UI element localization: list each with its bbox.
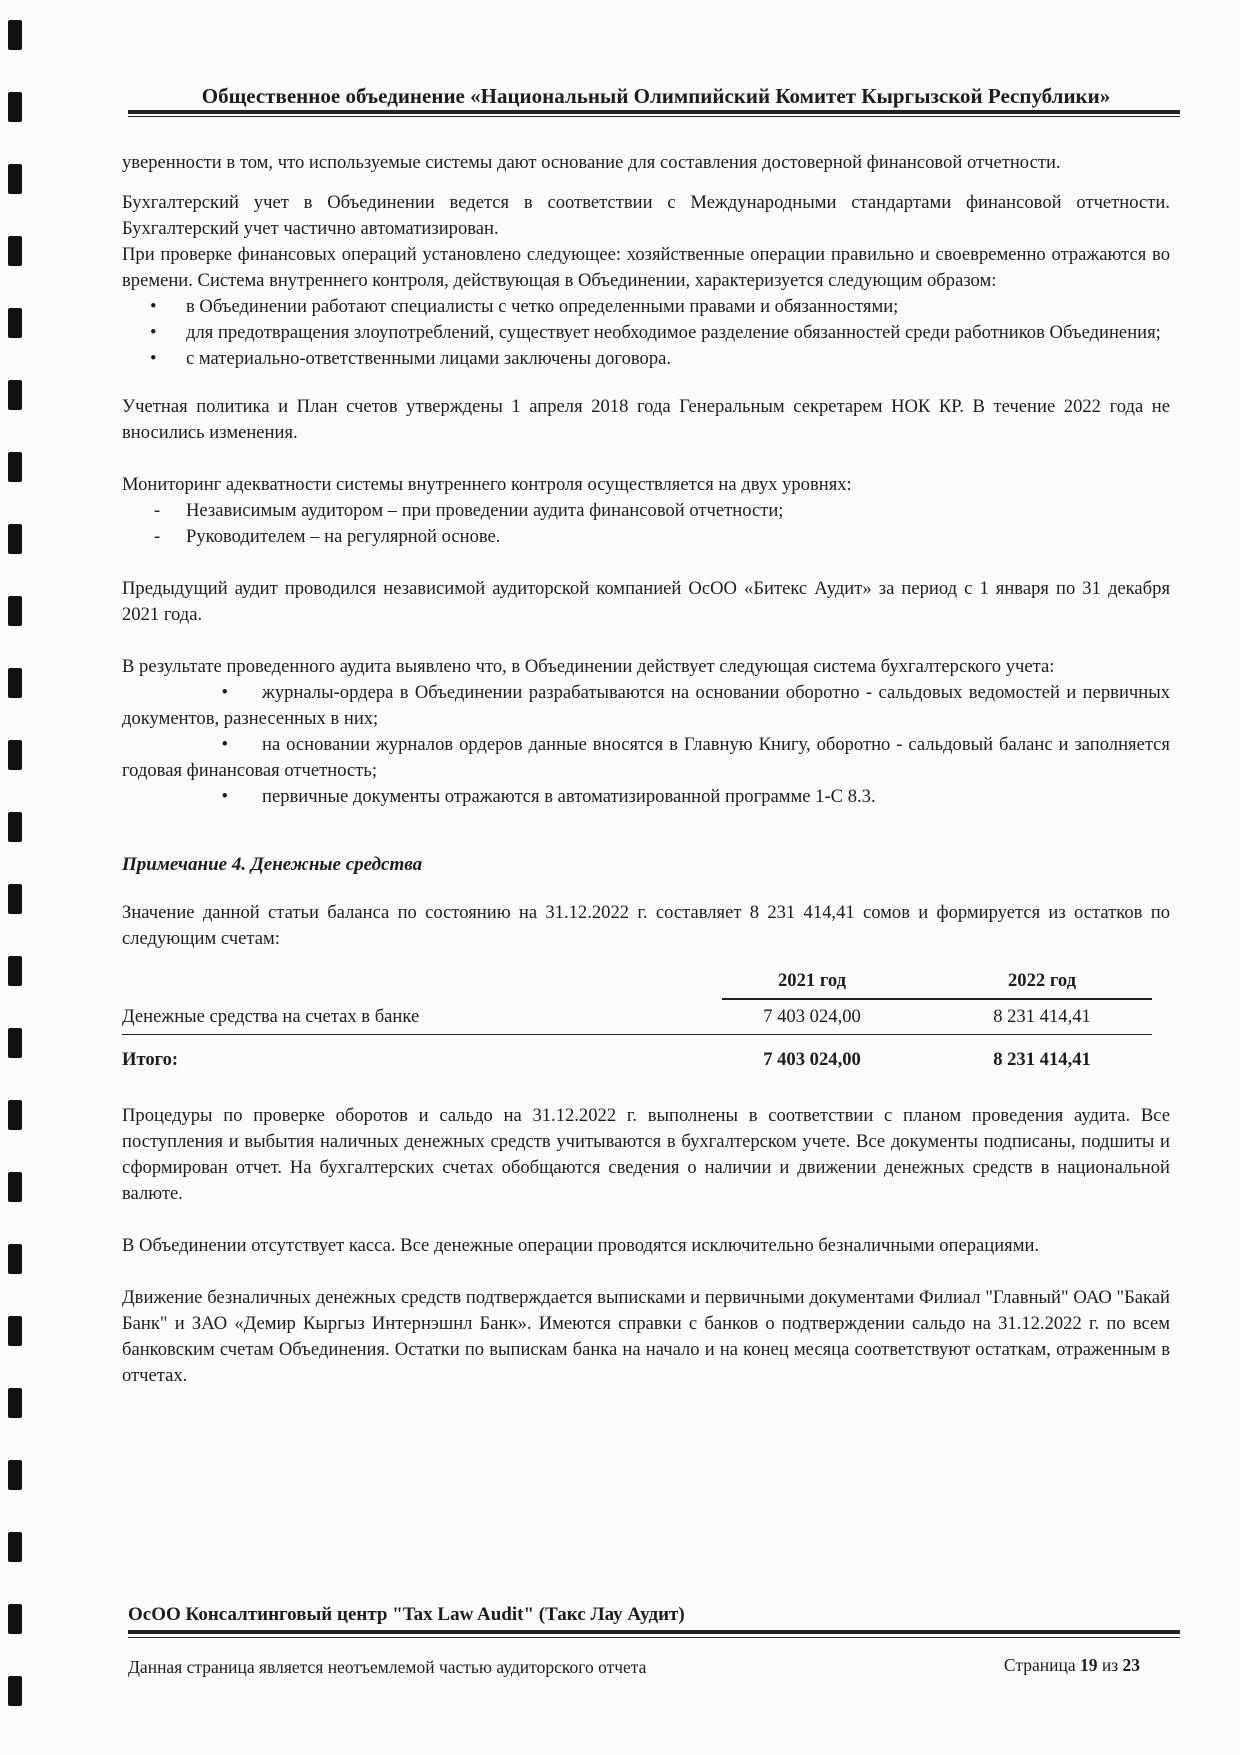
list-item: • первичные документы отражаются в автоматизированной программе 1-С 8.3. [221, 786, 876, 807]
footer-company: ОсОО Консалтинговый центр "Tax Law Audit" (Такс Лау Аудит) [128, 1604, 685, 1625]
list-item: • в Объединении работают специалисты с четко определенными правами и обязанностями; [122, 294, 1170, 320]
cell-2021: 7 403 024,00 [722, 999, 902, 1035]
footer-note: Данная страница является неотъемлемой частью аудиторского отчета [128, 1657, 647, 1677]
paragraph: В Объединении отсутствует касса. Все денежные операции проводятся исключительно безналичными операциями. [122, 1235, 1040, 1256]
total-2021: 7 403 024,00 [763, 1049, 861, 1070]
paragraph: В результате проведенного аудита выявлено что, в Объединении действует следующая система бухгалтерского учета: [122, 656, 1055, 677]
paragraph: Движение безналичных денежных средств подтверждается выписками и первичными документами Филиал "Главный" ОАО "Бакай Банк" и ЗАО «Демир Кыргыз Интернэшнл Банк». Имеются справки с банков о подтверждении сальдо на 31.12.2022 г. по всем банковским счетам Объединения. Остатки по выпискам банка на начало и на конец месяца соответствуют остаткам, отраженным в отчетах. [122, 1287, 1170, 1386]
paragraph: Процедуры по проверке оборотов и сальдо на 31.12.2022 г. выполнены в соответствии с планом проведения аудита. Все поступления и выбытия наличных денежных средств учитываются в бухгалтерском учете. Все документы подписаны, подшиты и сформирован отчет. На бухгалтерских счетах обобщаются сведения о наличии и движении денежных средств в национальной валюте. [122, 1105, 1170, 1204]
page-body [122, 150, 1170, 1389]
column-header-2021: 2021 год [722, 964, 902, 999]
column-header-2022: 2022 год [932, 964, 1152, 999]
binding-holes [0, 0, 40, 1755]
list-item: • с материально-ответственными лицами заключены договора. [122, 346, 1170, 372]
header-rule-thin [128, 116, 1180, 117]
table-total-row [122, 1035, 1152, 1078]
page-header-title: Общественное объединение «Национальный Олимпийский Комитет Кыргызской Республики» [201, 84, 1111, 108]
row-label: Денежные средства на счетах в банке [122, 999, 722, 1035]
header-rule [128, 110, 1180, 114]
note-title: Примечание 4. Денежные средства [122, 854, 423, 875]
paragraph: Бухгалтерский учет в Объединении ведется в соответствии с Международными стандартами финансовой отчетности. Бухгалтерский учет частично автоматизирован. [122, 192, 1170, 239]
footer-rule-thin [128, 1637, 1180, 1638]
paragraph: уверенности в том, что используемые системы дают основание для составления достоверной финансовой отчетности. [122, 152, 1061, 173]
list-item: • на основании журналов ордеров данные вносятся в Главную Книгу, оборотно - сальдовый баланс и заполняется годовая финансовая отчетность; [122, 734, 1170, 781]
list-item: - Руководителем – на регулярной основе. [122, 524, 1170, 550]
list-item: - Независимым аудитором – при проведении аудита финансовой отчетности; [122, 498, 1170, 524]
controls-list [122, 294, 1170, 372]
cash-table [122, 964, 1152, 1077]
list-item: • журналы-ордера в Объединении разрабатываются на основании оборотно - сальдовых ведомостей и первичных документов, разнесенных в них; [122, 682, 1170, 729]
total-label: Итого: [122, 1049, 179, 1070]
paragraph: При проверке финансовых операций установлено следующее: хозяйственные операции правильно и своевременно отражаются во времени. Система внутреннего контроля, действующая в Объединении, характеризуется следующим образом: [122, 244, 1170, 291]
table-header-row [122, 964, 1152, 999]
monitoring-list [122, 498, 1170, 550]
paragraph: Учетная политика и План счетов утверждены 1 апреля 2018 года Генеральным секретарем НОК КР. В течение 2022 года не вносились изменения. [122, 396, 1170, 443]
paragraph: Мониторинг адекватности системы внутреннего контроля осуществляется на двух уровнях: [122, 474, 852, 495]
list-item: • для предотвращения злоупотреблений, существует необходимое разделение обязанностей среди работников Объединения; [122, 320, 1170, 346]
paragraph: Значение данной статьи баланса по состоянию на 31.12.2022 г. составляет 8 231 414,41 сомов и формируется из остатков по следующим счетам: [122, 902, 1170, 949]
paragraph: Предыдущий аудит проводился независимой аудиторской компанией ОсОО «Битекс Аудит» за период с 1 января по 31 декабря 2021 года. [122, 578, 1170, 625]
footer-rule [128, 1630, 1180, 1634]
table-row [122, 999, 1152, 1035]
page-number: Страница 19 из 23 [1003, 1655, 1140, 1675]
cell-2022: 8 231 414,41 [932, 999, 1152, 1035]
total-2022: 8 231 414,41 [993, 1049, 1091, 1070]
